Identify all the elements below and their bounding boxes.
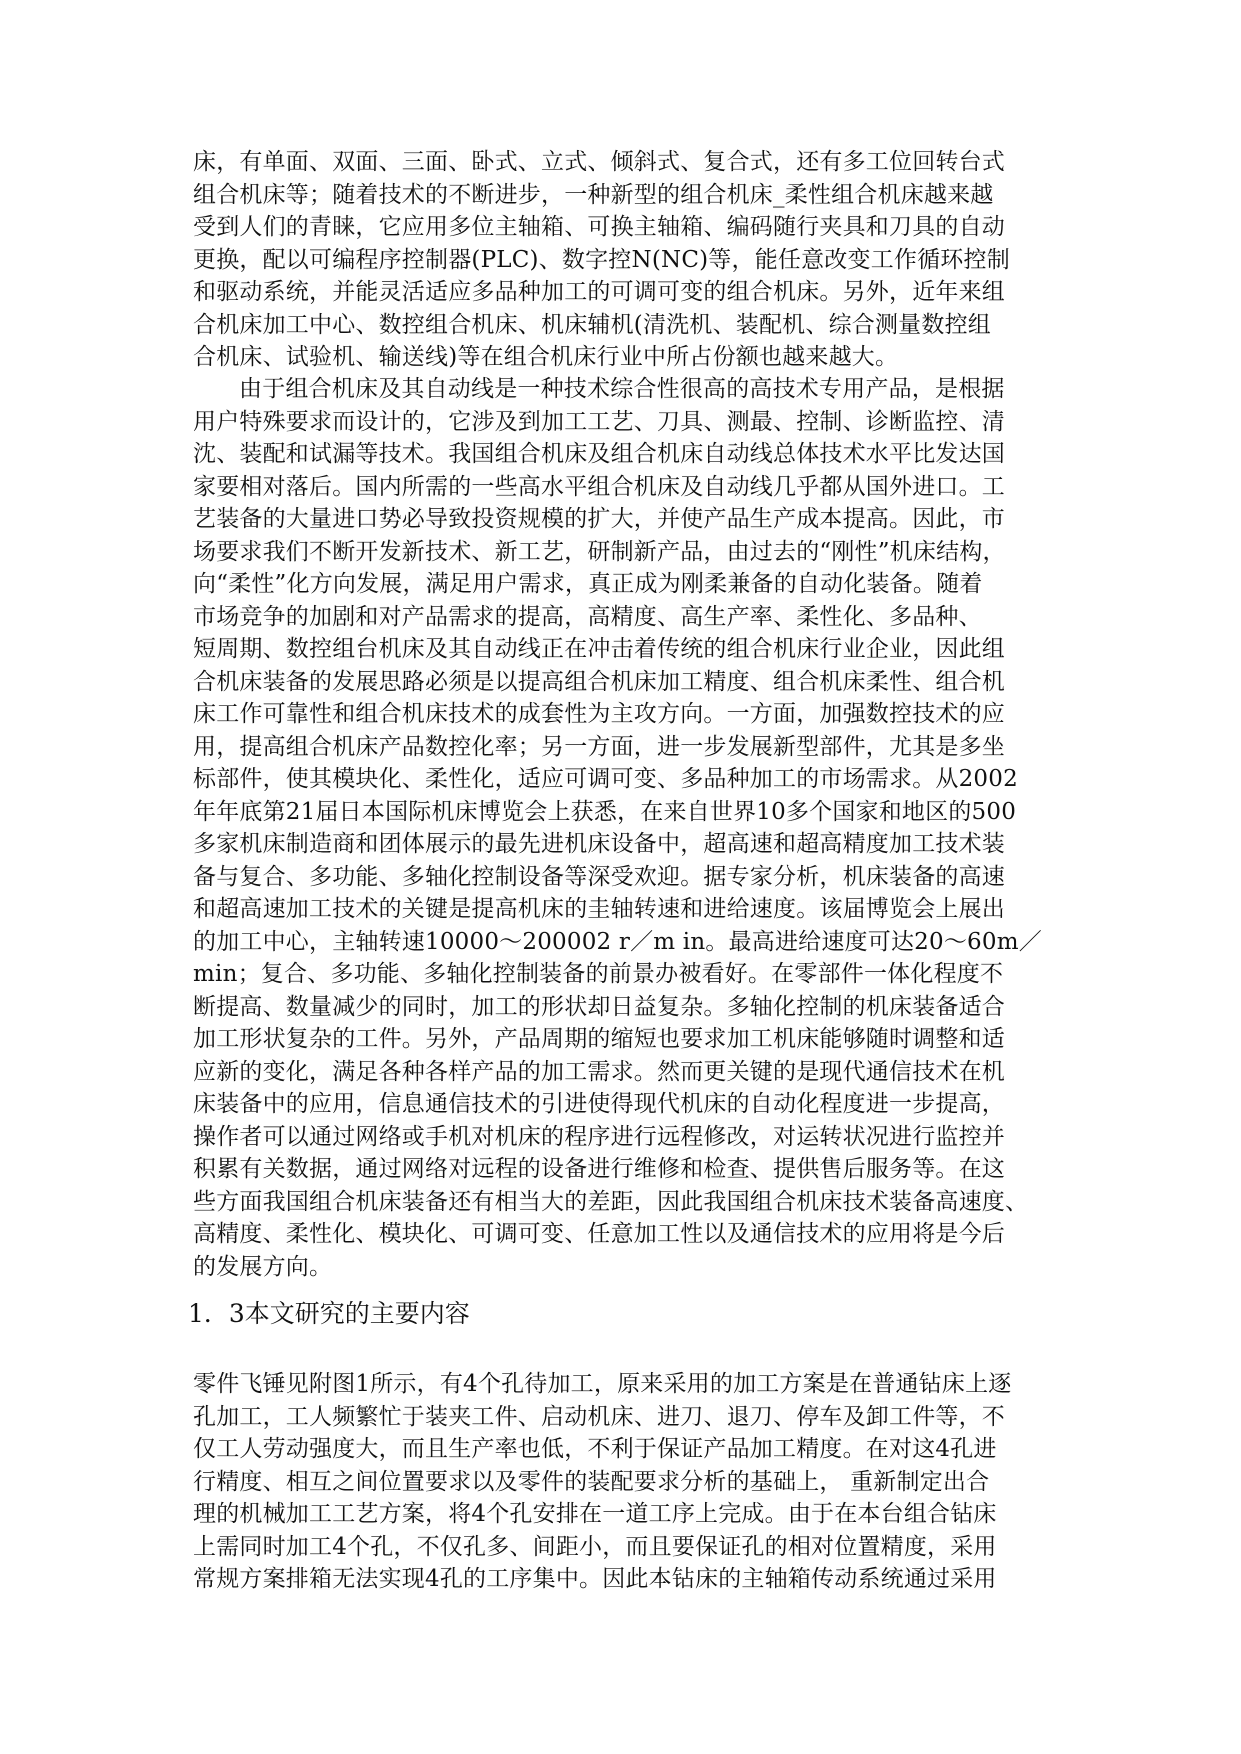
text-line: 床装备中的应用，信息通信技术的引进使得现代机床的自动化程度进一步提高， bbox=[193, 1091, 1005, 1117]
text-line: 和驱动系统，并能灵活适应多品种加工的可调可变的组合机床。另外，近年来组 bbox=[193, 279, 1005, 305]
text-line: 应新的变化，满足各种各样产品的加工需求。然而更关键的是现代通信技术在机 bbox=[193, 1058, 1005, 1085]
text-line: 家要相对落后。国内所需的一些高水平组合机床及自动线几乎都从国外进口。工 bbox=[193, 473, 1005, 500]
text-line: 短周期、数控组台机床及其自动线正在冲击着传统的组合机床行业企业，因此组 bbox=[193, 636, 1005, 662]
text-line: 用户特殊要求而设计的，它涉及到加工工艺、刀具、测最、控制、诊断监控、清 bbox=[193, 408, 1005, 435]
text-line: 合机床加工中心、数控组合机床、机床辅机(清洗机、装配机、综合测量数控组 bbox=[193, 311, 991, 338]
text-line: 床工作可靠性和组合机床技术的成套性为主攻方向。一方面，加强数控技术的应 bbox=[193, 701, 1005, 727]
text-line: 年年底第21届日本国际机床博览会上获悉，在来自世界10多个国家和地区的500 bbox=[193, 798, 1017, 825]
text-line: 断提高、数量减少的同时，加工的形状却日益复杂。多轴化控制的机床装备适合 bbox=[193, 993, 1005, 1020]
text-line: 孔加工，工人频繁忙于装夹工件、启动机床、进刀、退刀、停车及卸工件等，不 bbox=[193, 1403, 1005, 1430]
text-line: 仅工人劳动强度大，而且生产率也低，不利于保证产品加工精度。在对这4孔进 bbox=[193, 1436, 997, 1462]
text-line: 加工形状复杂的工件。另外，产品周期的缩短也要求加工机床能够随时调整和适 bbox=[193, 1026, 1005, 1052]
text-line: 由于组合机床及其自动线是一种技术综合性很高的高技术专用产品，是根据 bbox=[239, 376, 1005, 402]
paragraph-content bbox=[193, 1368, 1063, 1596]
text-line: 合机床装备的发展思路必须是以提高组合机床加工精度、组合机床柔性、组合机 bbox=[193, 668, 1005, 695]
text-line: 备与复合、多功能、多轴化控制设备等深受欢迎。据专家分析，机床装备的高速 bbox=[193, 863, 1005, 890]
text-line: min；复合、多功能、多轴化控制装备的前景办被看好。在零部件一体化程度不 bbox=[193, 961, 1004, 987]
text-line: 的发展方向。 bbox=[193, 1253, 333, 1280]
text-line: 受到人们的青睐，它应用多位主轴箱、可换主轴箱、编码随行夹具和刀具的自动 bbox=[193, 214, 1005, 240]
text-line: 更换，配以可编程序控制器(PLC)、数字控N(NC)等，能任意改变工作循环控制 bbox=[193, 246, 1010, 273]
paragraph-development bbox=[193, 373, 1063, 1283]
text-line: 合机床、试验机、输送线)等在组合机床行业中所占份额也越来越大。 bbox=[193, 344, 899, 370]
text-line: 的加工中心，主轴转速10000～200002 r／m in。最高进给速度可达20～60m／ bbox=[193, 928, 1042, 955]
text-line: 常规方案排箱无法实现4孔的工序集中。因此本钻床的主轴箱传动系统通过采用 bbox=[193, 1566, 997, 1592]
text-line: 多家机床制造商和团体展示的最先进机床设备中，超高速和超高精度加工技术装 bbox=[193, 831, 1005, 857]
text-line: 标部件，使其模块化、柔性化，适应可调可变、多品种加工的市场需求。从2002 bbox=[193, 766, 1018, 792]
text-line: 操作者可以通过网络或手机对机床的程序进行远程修改，对运转状况进行监控并 bbox=[193, 1123, 1005, 1150]
text-line: 组合机床等；随着技术的不断进步，一种新型的组合机床_柔性组合机床越来越 bbox=[193, 181, 994, 208]
text-line: 艺装备的大量进口势必导致投资规模的扩大，并使产品生产成本提高。因此，市 bbox=[193, 506, 1005, 532]
text-line: 积累有关数据，通过网络对远程的设备进行维修和检查、提供售后服务等。在这 bbox=[193, 1156, 1005, 1182]
section-heading: 1．3本文研究的主要内容 bbox=[188, 1299, 470, 1328]
text-line: 些方面我国组合机床装备还有相当大的差距，因此我国组合机床技术装备高速度、 bbox=[193, 1188, 1029, 1215]
text-line: 高精度、柔性化、模块化、可调可变、任意加工性以及通信技术的应用将是今后 bbox=[193, 1221, 1005, 1247]
text-line: 向“柔性”化方向发展，满足用户需求，真正成为刚柔兼备的自动化装备。随着 bbox=[193, 571, 983, 597]
text-line: 床，有单面、双面、三面、卧式、立式、倾斜式、复合式，还有多工位回转台式 bbox=[193, 149, 1005, 175]
text-line: 沈、装配和试漏等技术。我国组合机床及组合机床自动线总体技术水平比发达国 bbox=[193, 441, 1005, 467]
text-line: 和超高速加工技术的关键是提高机床的圭轴转速和进给速度。该届博览会上展出 bbox=[193, 896, 1005, 922]
text-line: 理的机械加工工艺方案，将4个孔安排在一道工序上完成。由于在本台组合钻床 bbox=[193, 1501, 997, 1527]
text-line: 用，提高组合机床产品数控化率；另一方面，进一步发展新型部件，尤其是多坐 bbox=[193, 733, 1005, 760]
text-line: 零件飞锤见附图1所示，有4个孔待加工，原来采用的加工方案是在普通钻床上逐 bbox=[193, 1371, 1012, 1397]
text-line: 上需同时加工4个孔，不仅孔多、间距小，而且要保证孔的相对位置精度，采用 bbox=[193, 1533, 997, 1560]
text-line: 行精度、相互之间位置要求以及零件的装配要求分析的基础上， 重新制定出合 bbox=[193, 1468, 990, 1495]
text-line: 场要求我们不断开发新技术、新工艺，研制新产品，由过去的“刚性”机床结构， bbox=[193, 538, 1006, 565]
paragraph-continuation bbox=[193, 146, 1063, 374]
text-line: 市场竞争的加剧和对产品需求的提高，高精度、高生产率、柔性化、多品种、 bbox=[193, 603, 982, 630]
